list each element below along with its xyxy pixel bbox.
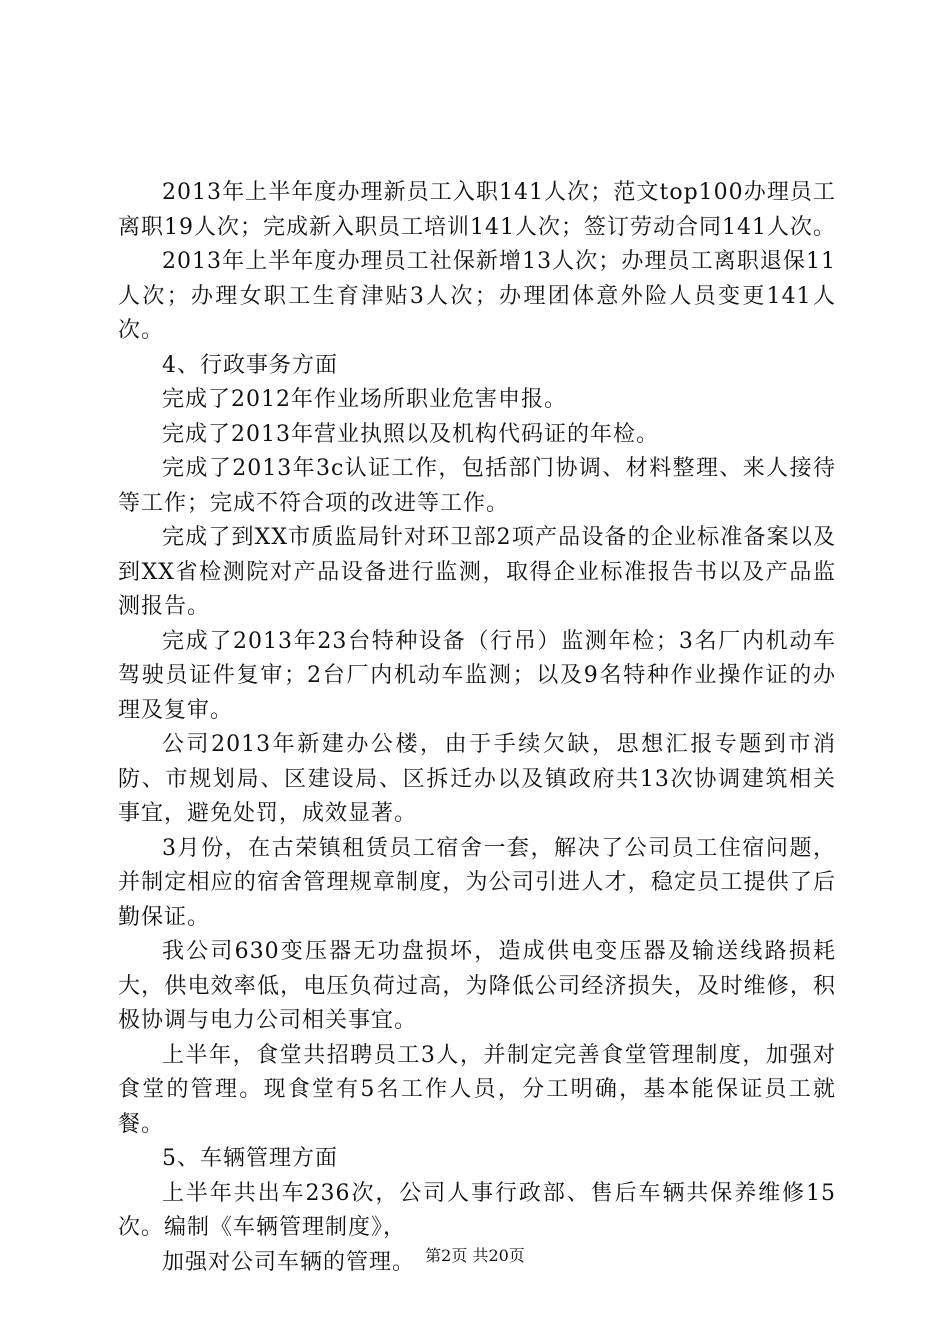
- section-heading-vehicle-management: 5、车辆管理方面: [162, 1146, 338, 1171]
- page-number-footer: 第2页 共20页: [425, 1246, 525, 1265]
- section-heading-admin-affairs: 4、行政事务方面: [162, 352, 338, 378]
- paragraph-onboarding: 2013年上半年度办理新员工入职141人次；范文top100办理员工离职19人次；完成新入职员工培训141人次；签订劳动合同141人次。: [118, 180, 836, 240]
- paragraph-special-equipment: 完成了2013年23台特种设备（行吊）监测年检；3名厂内机动车驾驶员证件复审；2台厂内机动车监测；以及9名特种作业操作证的办理及复审。: [118, 628, 836, 723]
- paragraph-license-inspection: 完成了2013年营业执照以及机构代码证的年检。: [162, 421, 659, 447]
- paragraph-office-building: 公司2013年新建办公楼，由于手续欠缺，思想汇报专题到市消防、市规划局、区建设局、区拆迁办以及镇政府共13次协调建筑相关事宜，避免处罚，成效显著。: [118, 732, 836, 826]
- paragraph-3c-certification: 完成了2013年3c认证工作，包括部门协调、材料整理、来人接待等工作；完成不符合项的改进等工作。: [118, 456, 836, 516]
- paragraph-canteen: 上半年，食堂共招聘员工3人，并制定完善食堂管理制度，加强对食堂的管理。现食堂有5名工作人员，分工明确，基本能保证员工就餐。: [118, 1042, 836, 1137]
- document-body: [118, 176, 836, 1280]
- paragraph-vehicle-management: 加强对公司车辆的管理。: [162, 1249, 416, 1275]
- paragraph-transformer: 我公司630变压器无功盘损坏，造成供电变压器及输送线路损耗大，供电效率低，电压负荷过高，为降低公司经济损失，及时维修，积极协调与电力公司相关事宜。: [118, 939, 836, 1033]
- paragraph-hazard-report: 完成了2012年作业场所职业危害申报。: [162, 387, 567, 412]
- paragraph-standard-filing: 完成了到XX市质监局针对环卫部2项产品设备的企业标准备案以及到XX省检测院对产品设备进行监测，取得企业标准报告书以及产品监测报告。: [118, 525, 836, 619]
- paragraph-social-insurance: 2013年上半年度办理员工社保新增13人次；办理员工离职退保11人次；办理女职工生育津贴3人次；办理团体意外险人员变更141人次。: [118, 249, 836, 343]
- paragraph-dormitory: 3月份，在古荣镇租赁员工宿舍一套，解决了公司员工住宿问题，并制定相应的宿舍管理规章制度，为公司引进人才，稳定员工提供了后勤保证。: [118, 835, 836, 930]
- paragraph-vehicle-trips: 上半年共出车236次，公司人事行政部、售后车辆共保养维修15次。编制《车辆管理制度》，: [118, 1180, 836, 1240]
